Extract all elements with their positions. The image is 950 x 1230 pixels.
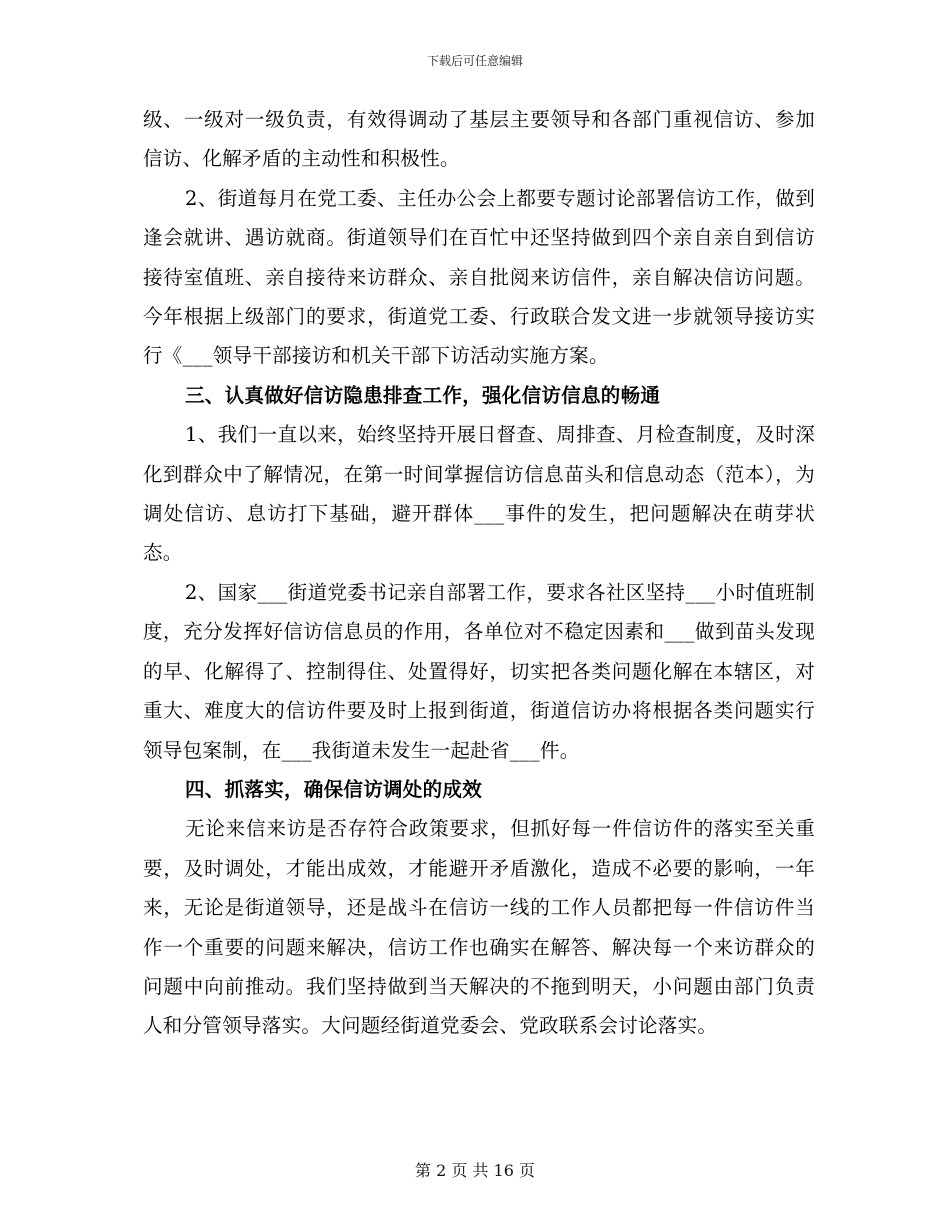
paragraph-implementation: 无论来信来访是否存符合政策要求，但抓好每一件信访件的落实至关重要，及时调处，才能出成效，才能避开矛盾激化，造成不必要的影响，一年来，无论是街道领导，还是战斗在信访一线的工作人员都把每一件信访件当作一个重要的问题来解决，信访工作也确实在解答、解决每一个来访群众的问题中向前推动。我们坚持做到当天解决的不拖到明天，小问题由部门负责人和分管领导落实。大问题经街道党委会、党政联系会讨论落实。 (143, 817, 815, 1038)
page-header: 下载后可任意编辑 (426, 54, 523, 68)
page-number-footer: 第 2 页 共 16 页 (415, 1161, 535, 1180)
section-heading-3: 三、认真做好信访隐患排查工作，强化信访信息的畅通 (185, 383, 661, 407)
paragraph-item-1-inspection: 1、我们一直以来，始终坚持开展日督查、周排查、月检查制度，及时深化到群众中了解情况，在第一时间掌握信访信息苗头和信息动态（范本），为调处信访、息访打下基础，避开群体___事件的发生，把问题解决在萌芽状态。 (143, 423, 815, 565)
paragraph-item-2-leadership: 2、街道每月在党工委、主任办公会上都要专题讨论部署信访工作，做到逢会就讲、遇访就商。街道领导们在百忙中还坚持做到四个亲自亲自到信访接待室值班、亲自接待来访群众、亲自批阅来访信件，亲自解决信访问题。今年根据上级部门的要求，街道党工委、行政联合发文进一步就领导接访实行《___领导干部接访和机关干部下访活动实施方案。 (143, 186, 815, 368)
paragraph-item-2-duty: 2、国家___街道党委书记亲自部署工作，要求各社区坚持___小时值班制度，充分发挥好信访信息员的作用，各单位对不稳定因素和___做到苗头发现的早、化解得了、控制得住、处置得好，切实把各类问题化解在本辖区，对重大、难度大的信访件要及时上报到街道，街道信访办将根据各类问题实行领导包案制，在___我街道未发生一起赴省___件。 (143, 580, 815, 762)
section-heading-4: 四、抓落实，确保信访调处的成效 (185, 777, 483, 801)
paragraph-continuation: 级、一级对一级负责，有效得调动了基层主要领导和各部门重视信访、参加信访、化解矛盾的主动性和积极性。 (143, 108, 815, 171)
document-body (143, 100, 815, 1046)
